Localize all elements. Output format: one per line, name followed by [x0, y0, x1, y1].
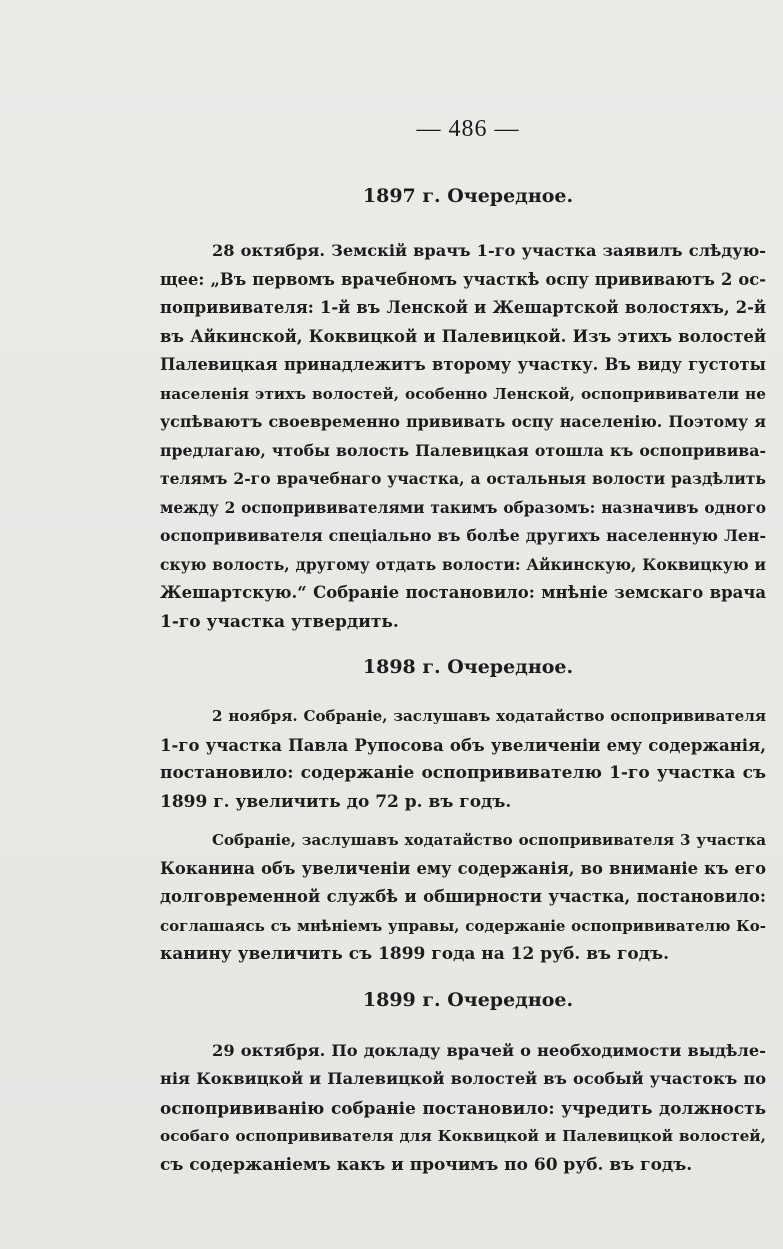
text-line: Жешартскую.“ Собраніе постановило: мнѣніе земскаго врача — [160, 583, 766, 602]
text-line: предлагаю, чтобы волость Палевицкая отошла къ оспопривива- — [160, 440, 766, 460]
text-line: 1899 г. увеличить до 72 р. въ годъ. — [160, 791, 512, 812]
section-heading: 1899 г. Очередное. — [362, 988, 574, 1011]
section-heading: 1897 г. Очередное. — [362, 185, 574, 207]
text-line: оспопрививателя спеціально въ болѣе другихъ населенную Лен- — [160, 526, 766, 545]
text-line: въ Айкинской, Коквицкой и Палевицкой. Изъ этихъ волостей — [160, 326, 766, 346]
text-line: 2 ноября. Собраніе, заслушавъ ходатайство оспопрививателя — [212, 707, 766, 725]
paragraph — [160, 702, 766, 816]
text-line: попрививателя: 1-й въ Ленской и Жешартской волостяхъ, 2-й — [160, 298, 766, 317]
text-line: населенія этихъ волостей, особенно Ленской, оспопрививатели не — [160, 384, 766, 403]
section-1898 — [160, 656, 766, 969]
page-content — [160, 116, 766, 1179]
paragraph — [160, 237, 766, 636]
text-line: канину увеличить съ 1899 года на 12 руб. въ годъ. — [160, 944, 670, 964]
text-line: нія Коквицкой и Палевицкой волостей въ особый участокъ по — [160, 1069, 766, 1088]
text-line: скую волость, другому отдать волости: Айкинскую, Коквицкую и — [160, 554, 766, 574]
text-line: Палевицкая принадлежитъ второму участку. Въ виду густоты — [160, 355, 766, 374]
paragraph — [160, 826, 766, 969]
page-number: — 486 — — [416, 116, 520, 142]
section-1899 — [160, 989, 766, 1180]
text-line: 29 октября. По докладу врачей о необходимости выдѣле- — [212, 1040, 766, 1060]
text-line: Собраніе, заслушавъ ходатайство оспопрививателя 3 участка — [212, 831, 766, 849]
text-line: 1-го участка Павла Рупосова объ увеличеніи ему содержанія, — [160, 734, 766, 755]
text-line: щее: „Въ первомъ врачебномъ участкѣ оспу прививаютъ 2 ос- — [160, 269, 766, 289]
section-heading: 1898 г. Очередное. — [362, 656, 574, 678]
text-line: телямъ 2-го врачебнаго участка, а остальныя волости раздѣлить — [160, 469, 766, 488]
section-1897 — [160, 185, 766, 636]
text-line: 1-го участка утвердить. — [160, 611, 399, 632]
text-line: между 2 оспопрививателями такимъ образомъ: назначивъ одного — [160, 498, 766, 517]
text-line: успѣваютъ своевременно прививать оспу населенію. Поэтому я — [160, 412, 766, 431]
paragraph — [160, 1037, 766, 1180]
text-line: 28 октября. Земскій врачъ 1-го участка заявилъ слѣдую- — [212, 241, 766, 260]
text-line: оспопрививанію собраніе постановило: учредить должность — [160, 1097, 766, 1118]
text-line: Коканина объ увеличеніи ему содержанія, во вниманіе къ его — [160, 858, 766, 878]
text-line: соглашаясь съ мнѣніемъ управы, содержаніе оспопрививателю Ко- — [160, 916, 766, 935]
text-line: особаго оспопрививателя для Коквицкой и Палевицкой волостей, — [160, 1127, 766, 1145]
text-line: съ содержаніемъ какъ и прочимъ по 60 руб. въ годъ. — [160, 1154, 693, 1175]
text-line: долговременной службѣ и обширности участка, постановило: — [160, 887, 766, 906]
text-line: постановило: содержаніе оспопрививателю 1-го участка съ — [160, 763, 766, 783]
